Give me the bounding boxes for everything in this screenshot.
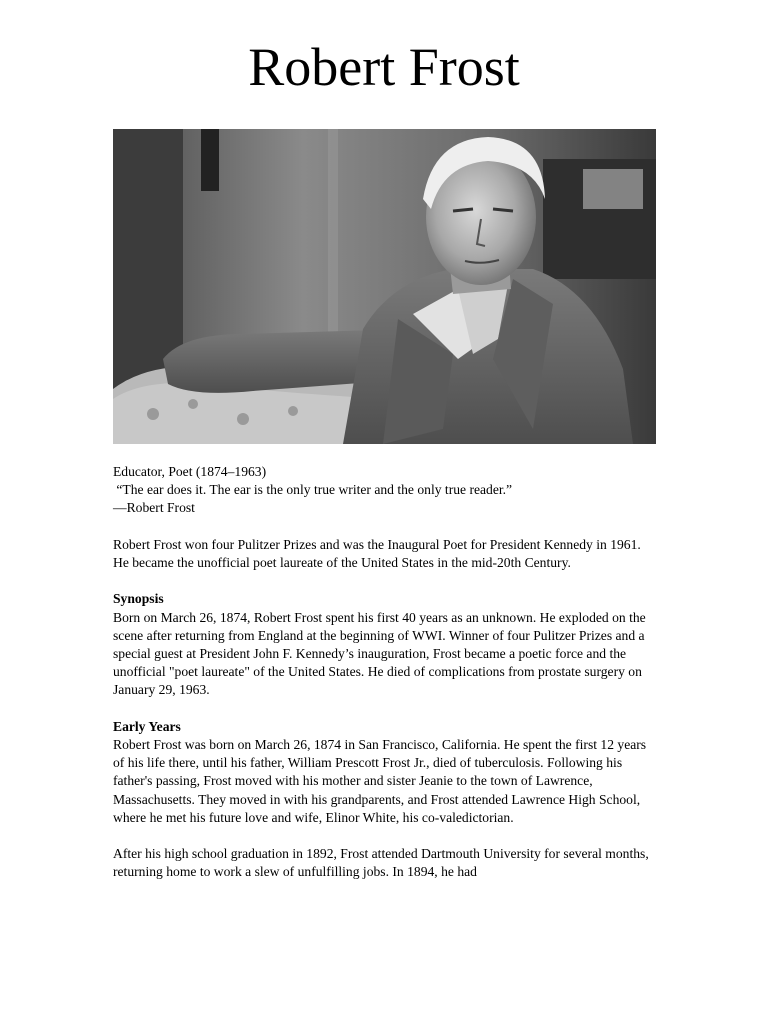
intro-occupation: Educator, Poet (1874–1963) [113, 464, 267, 479]
synopsis-paragraph: Born on March 26, 1874, Robert Frost spent his first 40 years as an unknown. He exploded on the scene after returning from England at the beginning of WWI. Winner of four Pulitzer Prizes and a special guest at President John F. Kennedy’s inauguration, Frost became a poetic force and the unofficial "poet laureate" of the United States. He died of complications from prostate surgery on January 29, 1963. [113, 609, 646, 698]
intro-attribution: —Robert Frost [113, 500, 195, 516]
early-years-heading: Early Years [113, 718, 181, 734]
synopsis-heading: Synopsis [113, 591, 164, 607]
portrait-photo [113, 129, 656, 444]
early-years-paragraph: Robert Frost was born on March 26, 1874 in San Francisco, California. He spent the first 12 years of his life there, until his father, William Prescott Frost Jr., died of tuberculosis. Following his father's passing, Frost moved with his mother and sister Jeanie to the town of Lawrence, Massachusetts. They moved in with his grandparents, and Frost attended Lawrence High School, where he met his future love and wife, Elinor White, his co-valedictorian. [113, 737, 647, 825]
intro-quote: “The ear does it. The ear is the only true writer and the only true reader.” [113, 482, 513, 498]
article-body [113, 463, 658, 882]
page-title: Robert Frost [248, 37, 520, 97]
summary-paragraph: Robert Frost won four Pulitzer Prizes and was the Inaugural Poet for President Kennedy in 1961. He became the unofficial poet laureate of the United States in the mid-20th Century. [113, 536, 641, 570]
portrait-photo-graphic [113, 129, 656, 444]
continuation-paragraph: After his high school graduation in 1892, Frost attended Dartmouth University for several months, returning home to work a slew of unfulfilling jobs. In 1894, he had [113, 846, 649, 880]
